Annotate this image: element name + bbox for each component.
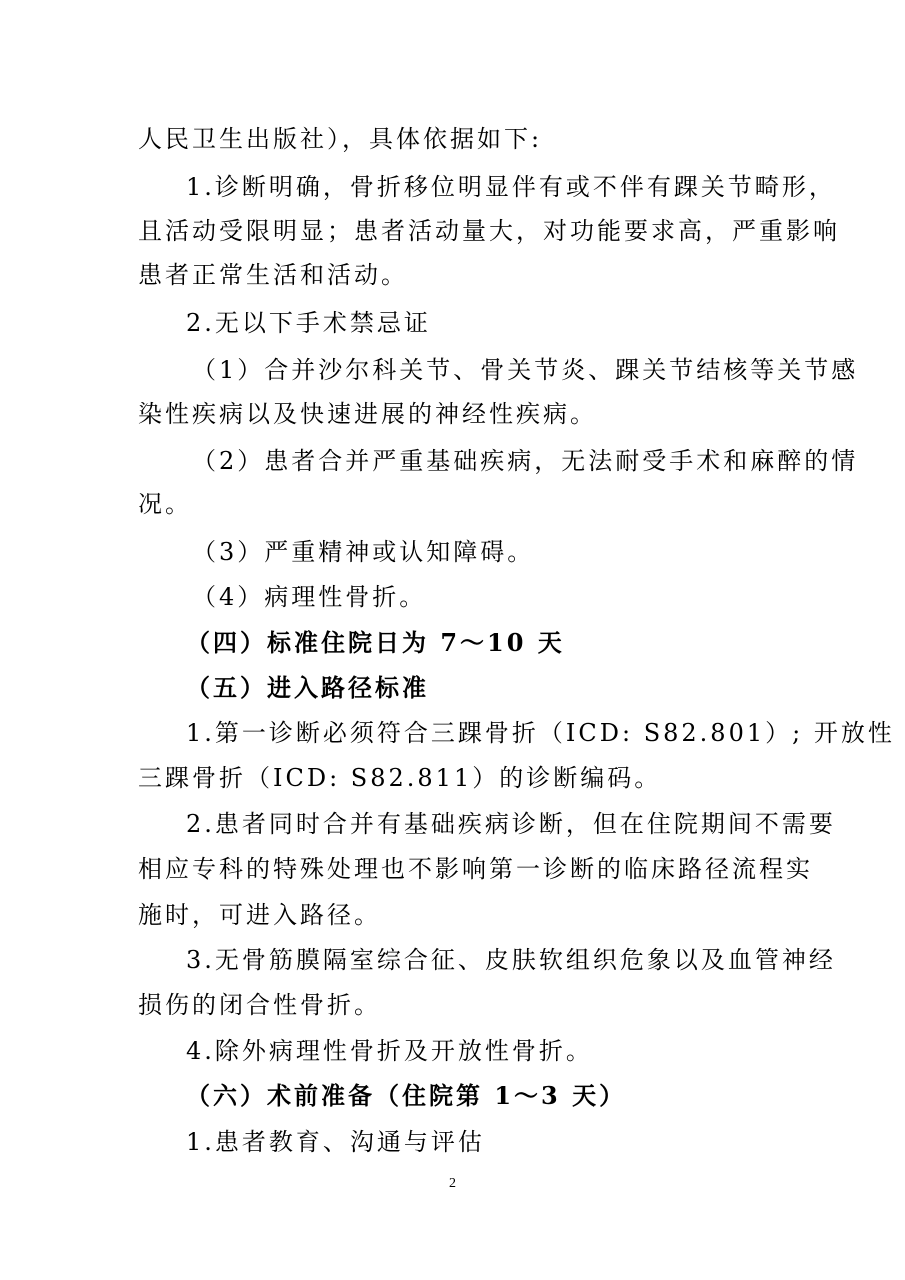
text-line: （1）合并沙尔科关节、骨关节炎、踝关节结核等关节感	[192, 356, 859, 384]
text-line: （4）病理性骨折。	[192, 583, 427, 611]
text-line: （3）严重精神或认知障碍。	[192, 538, 535, 566]
text-line: 4.除外病理性骨折及开放性骨折。	[186, 1037, 593, 1065]
section-heading: （六）术前准备（住院第 1～3 天）	[186, 1081, 627, 1110]
page-number: 2	[449, 1176, 456, 1191]
text-line: （2）患者合并严重基础疾病，无法耐受手术和麻醉的情	[192, 447, 859, 475]
text-line: 1.诊断明确，骨折移位明显伴有或不伴有踝关节畸形，	[186, 173, 836, 201]
text-line: 施时，可进入路径。	[138, 901, 381, 929]
text-line: 况。	[138, 490, 192, 518]
text-line: 且活动受限明显；患者活动量大，对功能要求高，严重影响	[138, 217, 840, 245]
text-line: 三踝骨折（ICD: S82.811）的诊断编码。	[138, 764, 662, 792]
section-heading: （四）标准住院日为 7～10 天	[186, 628, 565, 657]
section-heading: （五）进入路径标准	[186, 673, 429, 702]
text-line: 2.无以下手术禁忌证	[186, 309, 431, 337]
text-line: 1.患者教育、沟通与评估	[186, 1128, 485, 1156]
text-line: 患者正常生活和活动。	[138, 261, 408, 289]
text-line: 人民卫生出版社），具体依据如下:	[138, 125, 543, 153]
text-line: 3.无骨筋膜隔室综合征、皮肤软组织危象以及血管神经	[186, 946, 836, 974]
text-line: 相应专科的特殊处理也不影响第一诊断的临床路径流程实	[138, 855, 813, 883]
text-line: 损伤的闭合性骨折。	[138, 991, 381, 1019]
text-line: 2.患者同时合并有基础疾病诊断，但在住院期间不需要	[186, 810, 836, 838]
text-line: 1.第一诊断必须符合三踝骨折（ICD: S82.801）; 开放性	[186, 719, 895, 747]
text-line: 染性疾病以及快速进展的神经性疾病。	[138, 400, 597, 428]
